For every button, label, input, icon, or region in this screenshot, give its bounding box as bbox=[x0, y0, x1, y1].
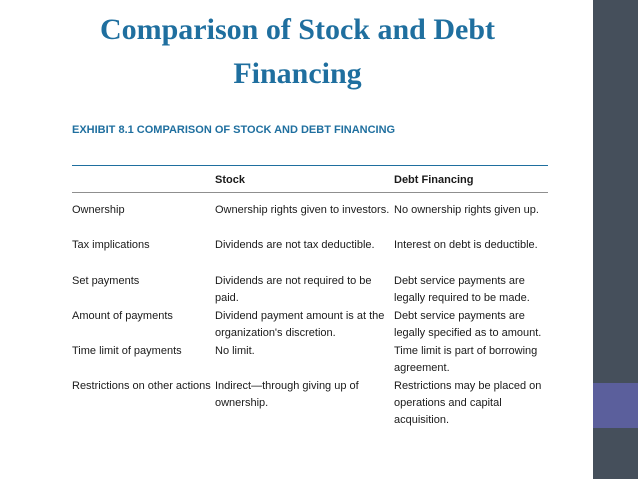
right-accent-block bbox=[593, 383, 638, 428]
stock-cell: Dividends are not required to be paid. bbox=[215, 275, 372, 304]
stock-cell: Dividend payment amount is at the organization's discretion. bbox=[215, 310, 385, 339]
header-stock: Stock bbox=[215, 174, 245, 186]
row-label: Restrictions on other actions bbox=[72, 380, 211, 392]
table-header-rule bbox=[72, 192, 548, 193]
row-label: Time limit of payments bbox=[72, 345, 182, 357]
row-label: Ownership bbox=[72, 204, 125, 216]
table-top-rule bbox=[72, 165, 548, 166]
slide-title-line-1: Comparison of Stock and Debt bbox=[99, 13, 496, 46]
stock-cell: Ownership rights given to investors. bbox=[215, 204, 390, 216]
debt-cell: Debt service payments are legally specified as to amount. bbox=[394, 310, 542, 339]
debt-cell: Interest on debt is deductible. bbox=[394, 239, 538, 251]
debt-cell: Restrictions may be placed on operations and capital acquisition. bbox=[394, 380, 542, 426]
stock-cell: Indirect—through giving up of ownership. bbox=[215, 380, 359, 409]
exhibit-caption: EXHIBIT 8.1 COMPARISON OF STOCK AND DEBT FINANCING bbox=[72, 124, 396, 136]
slide-title bbox=[20, 8, 575, 96]
stock-cell: Dividends are not tax deductible. bbox=[215, 239, 375, 251]
stock-cell: No limit. bbox=[215, 345, 255, 357]
header-debt-financing: Debt Financing bbox=[394, 174, 474, 186]
debt-cell: No ownership rights given up. bbox=[394, 204, 539, 216]
debt-cell: Time limit is part of borrowing agreement. bbox=[394, 345, 538, 374]
debt-cell: Debt service payments are legally required to be made. bbox=[394, 275, 530, 304]
row-label: Tax implications bbox=[72, 239, 150, 251]
row-label: Amount of payments bbox=[72, 310, 173, 322]
header-criterion bbox=[72, 168, 212, 192]
slide-title-line-2: Financing bbox=[233, 57, 362, 90]
row-label: Set payments bbox=[72, 275, 140, 287]
